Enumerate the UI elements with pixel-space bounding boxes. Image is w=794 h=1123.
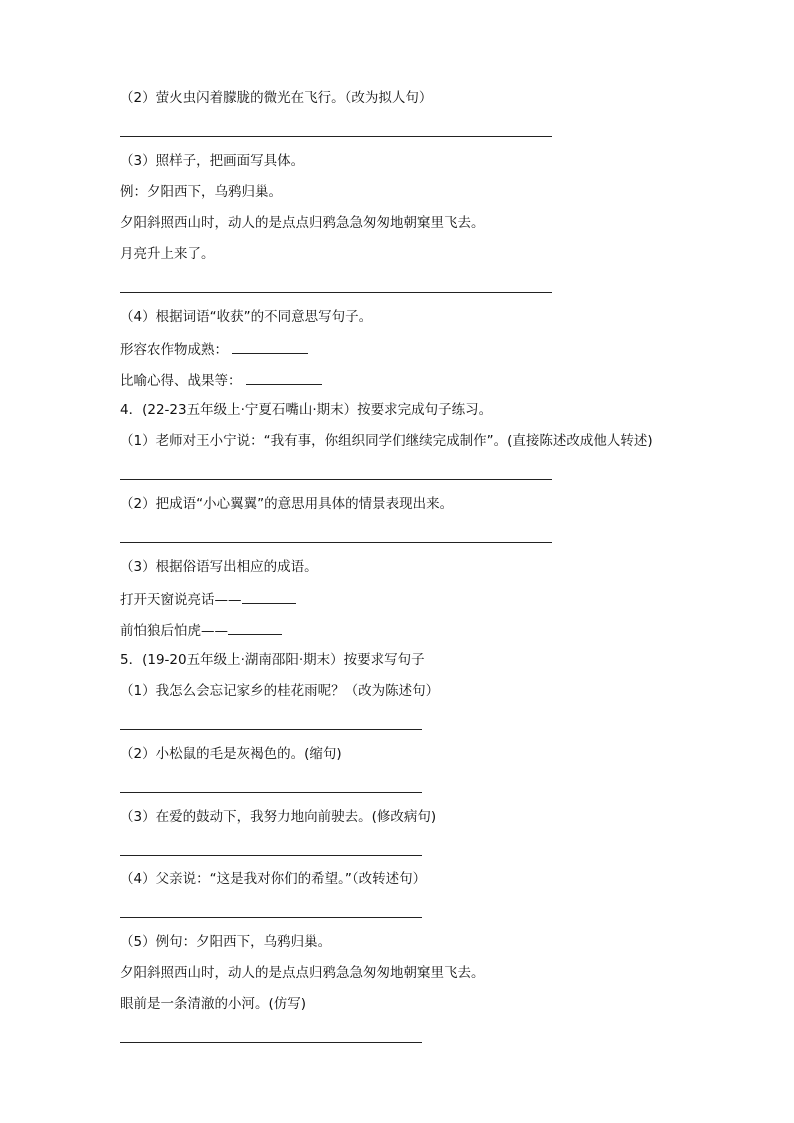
q3-item-2: （2）萤火虫闪着朦胧的微光在飞行。（改为拟人句） [120,90,433,106]
answer-line[interactable] [120,479,552,480]
answer-line[interactable] [120,855,422,856]
q5-item-1: （1）我怎么会忘记家乡的桂花雨呢？（改为陈述句） [120,683,440,699]
answer-line[interactable] [120,917,422,918]
q5-item-4: （4）父亲说：“这是我对你们的希望。”（改转述句） [120,871,427,887]
fill-blank[interactable] [232,339,308,354]
q3-item-3-example: 例：夕阳西下，乌鸦归巢。 [120,184,282,200]
answer-line[interactable] [120,792,422,793]
q5-item-2: （2）小松鼠的毛是灰褐色的。(缩句) [120,746,342,762]
q5-item-5: （5）例句：夕阳西下，乌鸦归巢。 [120,934,332,950]
q4-item-3-a [120,589,296,609]
q4-item-1: （1）老师对王小宁说：“我有事，你组织同学们继续完成制作”。(直接陈述改成他人转述) [120,433,653,449]
q3-item-4: （4）根据词语“收获”的不同意思写句子。 [120,309,373,325]
answer-line[interactable] [120,1042,422,1043]
fill-blank[interactable] [246,370,322,385]
q4-item-3-a-label: 打开天窗说亮话—— [120,592,242,608]
q4-item-2: （2）把成语“小心翼翼”的意思用具体的情景表现出来。 [120,496,454,512]
answer-line[interactable] [120,542,552,543]
fill-blank[interactable] [228,620,282,635]
q3-item-3-prompt: 月亮升上来了。 [120,246,215,262]
q4-item-3-b-label: 前怕狼后怕虎—— [120,623,228,639]
q3-item-3-example-expanded: 夕阳斜照西山时，动人的是点点归鸦急急匆匆地朝窠里飞去。 [120,215,485,231]
q3-item-4-b [120,370,322,390]
q4-item-3: （3）根据俗语写出相应的成语。 [120,559,318,575]
q3-item-4-a [120,339,308,359]
q4-item-3-b [120,620,282,640]
answer-line[interactable] [120,136,552,137]
q5-item-5-prompt: 眼前是一条清澈的小河。(仿写) [120,996,307,1012]
q5-heading: 5．(19-20五年级上·湖南邵阳·期末）按要求写句子 [120,652,425,668]
q3-item-3: （3）照样子，把画面写具体。 [120,153,305,169]
q3-item-4-b-label: 比喻心得、战果等： [120,373,242,389]
answer-line[interactable] [120,292,552,293]
fill-blank[interactable] [242,589,296,604]
q5-item-3: （3）在爱的鼓动下，我努力地向前驶去。(修改病句) [120,809,437,825]
q4-heading: 4．(22-23五年级上·宁夏石嘴山·期末）按要求完成句子练习。 [120,402,493,418]
q5-item-5-example: 夕阳斜照西山时，动人的是点点归鸦急急匆匆地朝窠里飞去。 [120,965,485,981]
q3-item-4-a-label: 形容农作物成熟： [120,342,228,358]
answer-line[interactable] [120,729,422,730]
